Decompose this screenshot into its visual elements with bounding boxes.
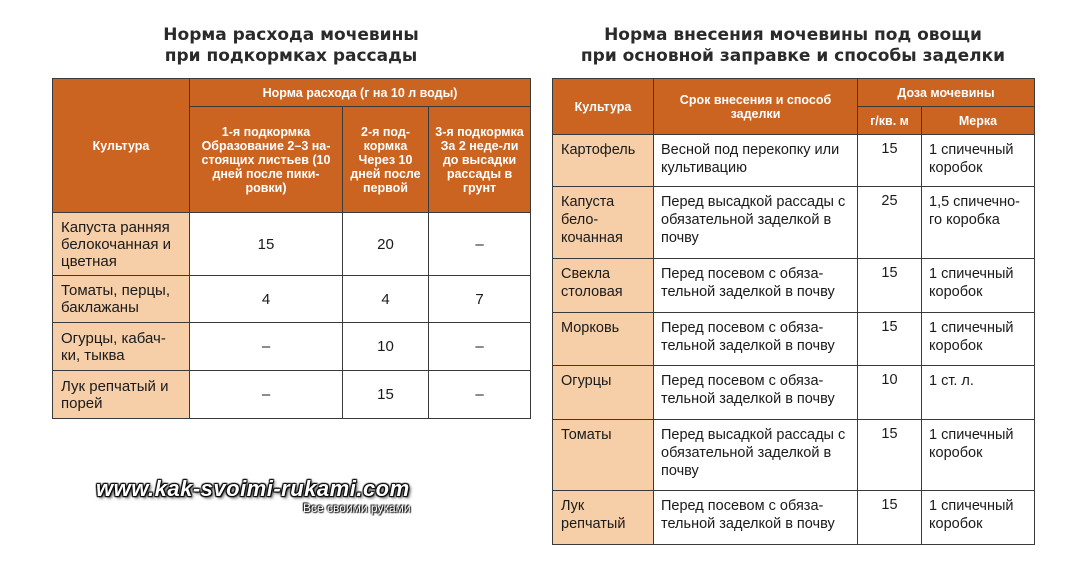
header-feeding-2: 2-я под-кормка Через 10 дней после первой bbox=[343, 107, 429, 213]
value-cell: – bbox=[190, 371, 343, 419]
measure-cell: 1 спичечный коробок bbox=[922, 259, 1035, 313]
table-row bbox=[53, 371, 531, 419]
right-title-line1: Норма внесения мочевины под овощи bbox=[604, 25, 982, 45]
culture-cell: Морковь bbox=[553, 313, 654, 366]
measure-cell: 1,5 спичечно-го коробка bbox=[922, 187, 1035, 259]
culture-cell: Свекла столовая bbox=[553, 259, 654, 313]
value-cell: 15 bbox=[343, 371, 429, 419]
value-cell: 15 bbox=[190, 213, 343, 276]
dose-cell: 15 bbox=[858, 259, 922, 313]
table-row bbox=[553, 259, 1035, 313]
header-norm-group: Норма расхода (г на 10 л воды) bbox=[190, 79, 531, 107]
value-cell: 4 bbox=[343, 276, 429, 323]
measure-cell: 1 спичечный коробок bbox=[922, 135, 1035, 187]
culture-cell: Картофель bbox=[553, 135, 654, 187]
table-row bbox=[553, 187, 1035, 259]
right-title-line2: при основной заправке и способы заделки bbox=[580, 46, 1006, 66]
culture-cell: Капуста ранняя белокочанная и цветная bbox=[53, 213, 190, 276]
term-cell: Перед высадкой рассады с обязательной заделкой в почву bbox=[654, 187, 858, 259]
dose-cell: 15 bbox=[858, 420, 922, 491]
dose-cell: 25 bbox=[858, 187, 922, 259]
culture-cell: Огурцы, кабач-ки, тыква bbox=[53, 323, 190, 371]
value-cell: – bbox=[429, 213, 531, 276]
value-cell: – bbox=[190, 323, 343, 371]
table-row bbox=[53, 213, 531, 276]
dose-cell: 15 bbox=[858, 313, 922, 366]
right-table-title bbox=[552, 25, 1034, 67]
measure-cell: 1 спичечный коробок bbox=[922, 420, 1035, 491]
table-row bbox=[53, 323, 531, 371]
table-row bbox=[553, 313, 1035, 366]
culture-cell: Капуста бело-кочанная bbox=[553, 187, 654, 259]
header-gm: г/кв. м bbox=[858, 107, 922, 135]
value-cell: – bbox=[429, 323, 531, 371]
header-measure: Мерка bbox=[922, 107, 1035, 135]
header-term: Срок внесения и способ заделки bbox=[654, 79, 858, 135]
header-feeding-3: 3-я подкормка За 2 неде-ли до высадки рассады в грунт bbox=[429, 107, 531, 213]
dose-cell: 15 bbox=[858, 135, 922, 187]
measure-cell: 1 ст. л. bbox=[922, 366, 1035, 420]
table-row bbox=[553, 366, 1035, 420]
header-dose-group: Доза мочевины bbox=[858, 79, 1035, 107]
dose-cell: 15 bbox=[858, 491, 922, 545]
header-culture: Культура bbox=[53, 79, 190, 213]
main-fertilizing-table bbox=[552, 78, 1035, 545]
culture-cell: Томаты, перцы, баклажаны bbox=[53, 276, 190, 323]
term-cell: Весной под перекопку или культивацию bbox=[654, 135, 858, 187]
left-table-title bbox=[52, 25, 530, 67]
term-cell: Перед посевом с обяза-тельной заделкой в почву bbox=[654, 313, 858, 366]
table-row bbox=[553, 135, 1035, 187]
value-cell: 10 bbox=[343, 323, 429, 371]
value-cell: – bbox=[429, 371, 531, 419]
term-cell: Перед посевом с обяза-тельной заделкой в почву bbox=[654, 259, 858, 313]
watermark-url: www.kak-svoimi-rukami.com bbox=[96, 476, 410, 501]
left-title-line1: Норма расхода мочевины bbox=[163, 25, 419, 45]
culture-cell: Огурцы bbox=[553, 366, 654, 420]
culture-cell: Лук репчатый bbox=[553, 491, 654, 545]
culture-cell: Лук репчатый и порей bbox=[53, 371, 190, 419]
measure-cell: 1 спичечный коробок bbox=[922, 313, 1035, 366]
value-cell: 20 bbox=[343, 213, 429, 276]
header-culture: Культура bbox=[553, 79, 654, 135]
table-row bbox=[553, 491, 1035, 545]
left-title-line2: при подкормках рассады bbox=[164, 46, 418, 66]
value-cell: 7 bbox=[429, 276, 531, 323]
table-row bbox=[53, 276, 531, 323]
measure-cell: 1 спичечный коробок bbox=[922, 491, 1035, 545]
watermark-subtitle: Все своими руками bbox=[303, 501, 411, 515]
seedling-feeding-table bbox=[52, 78, 531, 419]
term-cell: Перед посевом с обяза-тельной заделкой в почву bbox=[654, 491, 858, 545]
culture-cell: Томаты bbox=[553, 420, 654, 491]
term-cell: Перед посевом с обяза-тельной заделкой в почву bbox=[654, 366, 858, 420]
header-feeding-1: 1-я подкормка Образование 2–3 на-стоящих листьев (10 дней после пики-ровки) bbox=[190, 107, 343, 213]
term-cell: Перед высадкой рассады с обязательной заделкой в почву bbox=[654, 420, 858, 491]
table-row bbox=[553, 420, 1035, 491]
dose-cell: 10 bbox=[858, 366, 922, 420]
value-cell: 4 bbox=[190, 276, 343, 323]
